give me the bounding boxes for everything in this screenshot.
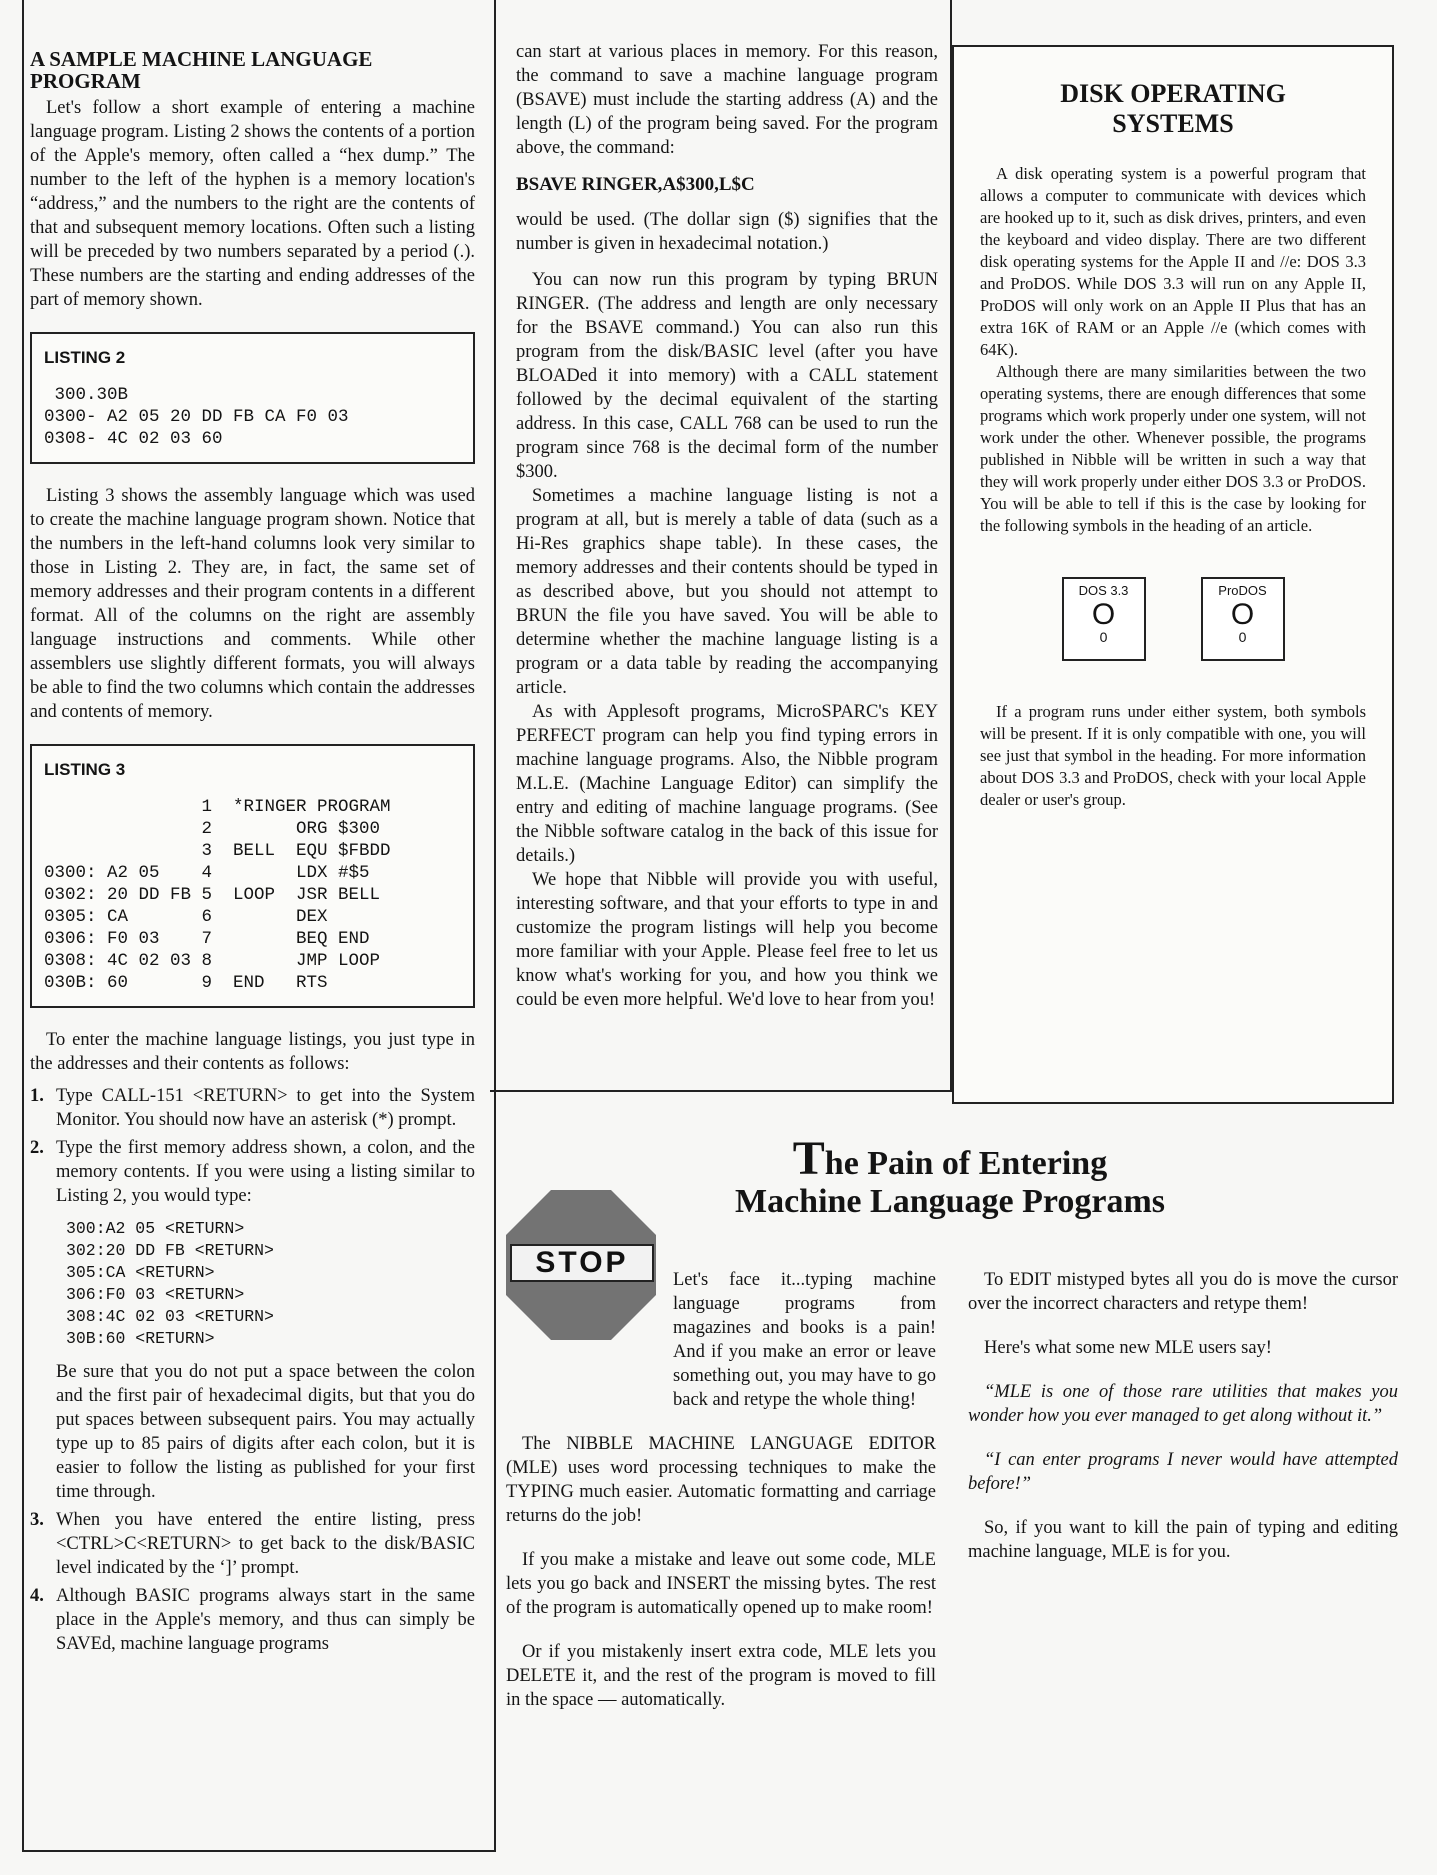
column-1 (30, 38, 475, 1660)
step-4 (30, 1584, 475, 1656)
ad-paragraph-4: Or if you mistakenly insert extra code, MLE lets you DELETE it, and the rest of the program is moved to fill in the space — automatically. (506, 1642, 936, 1710)
sidebar-paragraph-1: A disk operating system is a powerful program that allows a computer to communicate with devices which are hooked up to it, such as disk drives, printers, and even the keyboard and video display. There are two different disk operating systems for the Apple II and //e: DOS 3.3 and ProDOS. While DOS 3.3 will run on any Apple II, ProDOS will only work on an Apple II Plus that has an extra 16K of RAM or an Apple //e (which comes with 64K). (980, 164, 1366, 359)
step-number: 3. (30, 1510, 44, 1530)
ad-paragraph-5: To EDIT mistyped bytes all you do is move the cursor over the incorrect characters and retype them! (968, 1270, 1398, 1314)
listing-3-paragraph: Listing 3 shows the assembly language which was used to create the machine language program shown. Notice that the numbers in the left-hand columns look very similar to those in Listing 2. They are, in fact, the same set of memory addresses and their program contents in a different format. All of the columns on the right are assembly language instructions and comments. While other assemblers use slightly different formats, you will always be able to find the two columns which contain the addresses and contents of memory. (30, 486, 475, 722)
symbol-label: DOS 3.3 (1078, 583, 1129, 598)
os-symbols (980, 577, 1366, 661)
column-2 (516, 40, 938, 1012)
listing-3-code: 1 *RINGER PROGRAM 2 ORG $300 3 BELL EQU $FBDD 0300: A2 05 4 LDX #$5 0302: 20 DD FB 5 LOOP JSR BELL 0305: CA 6 DEX 0306: F0 03 7 BEQ END 0308: 4C 02 03 8 JMP LOOP 030B: 60 9 END RTS (44, 797, 391, 993)
entry-steps (30, 1084, 475, 1656)
disk-icon: O (1091, 598, 1116, 631)
step-text: When you have entered the entire listing, press <CTRL>C<RETURN> to get back to the disk/BASIC level indicated by the ‘]’ prompt. (56, 1510, 475, 1578)
step-3 (30, 1508, 475, 1580)
bsave-paragraph: can start at various places in memory. For this reason, the command to save a machine language program (BSAVE) must include the starting address (A) and the length (L) of the program being saved. For the program above, the command: (516, 42, 938, 158)
sidebar-title (980, 79, 1366, 139)
sidebar-title-line-2: SYSTEMS (1112, 109, 1234, 138)
brun-paragraph: You can now run this program by typing BRUN RINGER. (The address and length are only necessary for the BSAVE command.) You can also run this program from the disk/BASIC level (after you have BLOADed it into memory) with a CALL statement followed by the decimal equivalent of the starting address. In this case, CALL 768 can be used to run the program since 768 is the decimal form of the number $300. (516, 270, 938, 482)
step-2-code: 300:A2 05 <RETURN> 302:20 DD FB <RETURN> 305:CA <RETURN> 306:F0 03 <RETURN> 308:4C 02 03 <RETURN> 30B:60 <RETURN> (66, 1219, 274, 1348)
step-2 (30, 1136, 475, 1504)
key-perfect-paragraph: As with Applesoft programs, MicroSPARC's KEY PERFECT program can help you find typing errors in machine language programs. Also, the Nibble program M.L.E. (Machine Language Editor) can simplify the entry and editing of machine language programs. (See the Nibble software catalog in the back of this issue for details.) (516, 702, 938, 866)
ad-paragraph-1: Let's face it...typing machine language programs from magazines and books is a pain! And if you make an error or leave something out, you may have to go back and retype the whole thing! (673, 1270, 936, 1410)
symbol-label: ProDOS (1218, 583, 1267, 598)
listing-2-box (30, 332, 475, 464)
listing-2-title: LISTING 2 (44, 348, 126, 367)
testimonial-1: “MLE is one of those rare utilities that makes you wonder how you ever managed to get along without it.” (968, 1382, 1398, 1426)
symbol-zero: 0 (1238, 629, 1247, 645)
ad-title-line-2: Machine Language Programs (734, 1183, 1165, 1220)
ad-paragraph-3: If you make a mistake and leave out some code, MLE lets you go back and INSERT the missing bytes. The rest of the program is automatically opened up to make room! (506, 1550, 936, 1618)
ad-paragraph-2: The NIBBLE MACHINE LANGUAGE EDITOR (MLE) uses word processing techniques to make the TYPING much easier. Automatic formatting and carriage returns do the job! (506, 1434, 936, 1526)
ad-title (640, 1132, 1260, 1221)
step-number: 4. (30, 1586, 44, 1606)
ad-title-initial: T (792, 1132, 825, 1185)
ad-column-2 (968, 1268, 1398, 1584)
step-2-note: Be sure that you do not put a space between the colon and the first pair of hexadecimal digits, but that you do put spaces between subsequent pairs. You may actually type up to 85 pairs of digits after each colon, but it is easier to follow the listing as published for your first time through. (56, 1362, 475, 1502)
step-text: Type CALL-151 <RETURN> to get into the System Monitor. You should now have an asterisk (*) prompt. (56, 1086, 475, 1130)
sidebar-paragraph-3: If a program runs under either system, both symbols will be present. If it is only compatible with one, you will see just that symbol in the heading. For more information about DOS 3.3 and ProDOS, check with your local Apple dealer or user's group. (980, 702, 1366, 809)
sidebar-paragraph-2: Although there are many similarities between the two operating systems, there are enough differences that some programs which work properly under one system, will not work under the other. Whenever possible, the programs published in Nibble will be written in such a way that they will work properly under either DOS 3.3 or ProDOS. You will be able to tell if this is the case by looking for the following symbols in the heading of an article. (980, 362, 1366, 535)
listing-2-code: 300.30B 0300- A2 05 20 DD FB CA F0 03 0308- 4C 02 03 60 (44, 385, 349, 449)
intro-paragraph: Let's follow a short example of entering a machine language program. Listing 2 shows the contents of a portion of the Apple's memory, often called a “hex dump.” The number to the left of the hyphen is a memory location's “address,” and the numbers to the right are the contents of that and subsequent memory locations. Often such a listing will be preceded by two numbers separated by a period (.). These numbers are the starting and ending addresses of the part of memory shown. (30, 98, 475, 310)
stop-sign-label: STOP (510, 1244, 654, 1282)
step-number: 1. (30, 1086, 44, 1106)
ad-title-line-1: he Pain of Entering (824, 1145, 1108, 1182)
section-heading: A SAMPLE MACHINE LANGUAGE PROGRAM (30, 47, 373, 93)
prodos-symbol (1201, 577, 1285, 661)
ad-paragraph-7: So, if you want to kill the pain of typing and editing machine language, MLE is for you. (968, 1518, 1398, 1562)
step-text: Type the first memory address shown, a colon, and the memory contents. If you were using a listing similar to Listing 2, you would type: (56, 1138, 475, 1206)
step-number: 2. (30, 1138, 44, 1158)
ad-paragraph-6: Here's what some new MLE users say! (984, 1338, 1272, 1358)
listing-3-box (30, 744, 475, 1008)
sidebar-title-line-1: DISK OPERATING (1060, 79, 1286, 108)
entry-intro-paragraph: To enter the machine language listings, you just type in the addresses and their contents as follows: (30, 1030, 475, 1074)
data-table-paragraph: Sometimes a machine language listing is not a program at all, but is merely a table of data (such as a Hi-Res graphics shape table). In these cases, the memory addresses and their contents should be typed in as described above, but you should not attempt to BRUN the file you have saved. You will be able to determine whether the machine language listing is a program or a data table by reading the accompanying article. (516, 486, 938, 698)
disk-operating-systems-sidebar (952, 45, 1394, 1104)
bsave-command: BSAVE RINGER,A$300,L$C (516, 174, 755, 195)
symbol-zero: 0 (1099, 629, 1108, 645)
disk-icon: O (1230, 598, 1255, 631)
step-text: Although BASIC programs always start in the same place in the Apple's memory, and thus can simply be SAVEd, machine language programs (56, 1586, 475, 1654)
dollar-sign-paragraph: would be used. (The dollar sign ($) signifies that the number is given in hexadecimal notation.) (516, 210, 938, 254)
testimonial-2: “I can enter programs I never would have attempted before!” (968, 1450, 1398, 1494)
step-1 (30, 1084, 475, 1132)
ad-column-1 (506, 1268, 936, 1732)
closing-paragraph: We hope that Nibble will provide you with useful, interesting software, and that your efforts to type in and customize the program listings will help you become more familiar with your Apple. Please feel free to let us know what's working for you, and how you think we could be even more helpful. We'd love to hear from you! (516, 870, 938, 1010)
dos33-symbol (1062, 577, 1146, 661)
listing-3-title: LISTING 3 (44, 760, 126, 779)
